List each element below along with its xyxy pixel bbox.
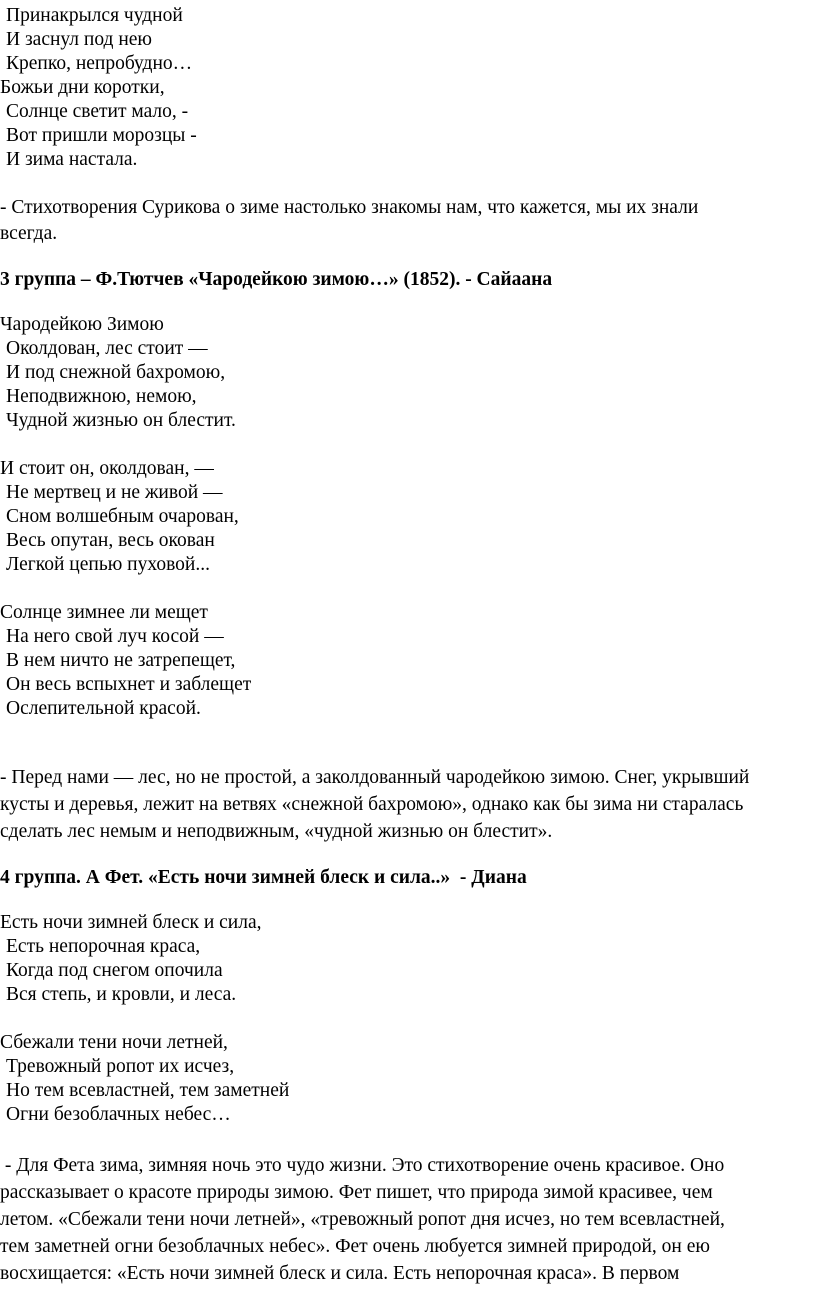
poem-line: Вся степь, и кровли, и леса. <box>6 984 237 1005</box>
comment-line: восхищается: «Есть ночи зимней блеск и сила. Есть непорочная краса». В первом <box>0 1263 680 1284</box>
poem-line: Есть ночи зимней блеск и сила, <box>0 912 262 933</box>
comment-line: - Стихотворения Сурикова о зиме настолько знакомы нам, что кажется, мы их знали <box>0 197 699 218</box>
poem-line: Огни безоблачных небес… <box>6 1104 231 1125</box>
poem-line: Вот пришли морозцы - <box>6 125 197 146</box>
poem-line: Он весь вспыхнет и заблещет <box>6 674 252 695</box>
poem-line: Солнце светит мало, - <box>6 101 189 122</box>
poem-line: Но тем всевластней, тем заметней <box>6 1080 290 1101</box>
comment-line: всегда. <box>0 223 58 244</box>
group-4-heading: 4 группа. А Фет. «Есть ночи зимней блеск и сила..» - Диана <box>0 867 527 888</box>
poem-line: Весь опутан, весь окован <box>6 530 215 551</box>
comment-line: - Для Фета зима, зимняя ночь это чудо жизни. Это стихотворение очень красивое. Оно <box>0 1155 725 1176</box>
comment-line: рассказывает о красоте природы зимою. Фет пишет, что природа зимой красивее, чем <box>0 1182 713 1203</box>
poem-line: Неподвижною, немою, <box>6 386 197 407</box>
poem-line: Солнце зимнее ли мещет <box>0 602 208 623</box>
comment-line: кусты и деревья, лежит на ветвях «снежной бахромою», однако как бы зима ни старалась <box>0 794 744 815</box>
poem-line: Сном волшебным очарован, <box>6 506 239 527</box>
poem-line: Есть непорочная краса, <box>6 936 201 957</box>
comment-line: тем заметней огни безоблачных небес». Фет очень любуется зимней природой, он ею <box>0 1236 710 1257</box>
comment-line: летом. «Сбежали тени ночи летней», «тревожный ропот дня исчез, но тем всевластней, <box>0 1209 725 1230</box>
poem-line: Божьи дни коротки, <box>0 77 165 98</box>
poem-line: Принакрылся чудной <box>6 5 183 26</box>
poem-line: На него свой луч косой — <box>6 626 224 647</box>
poem-line: И заснул под нею <box>6 29 152 50</box>
poem-line: Крепко, непробудно… <box>6 53 193 74</box>
poem-line: В нем ничто не затрепещет, <box>6 650 236 671</box>
poem-line: Не мертвец и не живой — <box>6 482 223 503</box>
poem-line: Когда под снегом опочила <box>6 960 223 981</box>
comment-line: сделать лес немым и неподвижным, «чудной жизнью он блестит». <box>0 821 553 842</box>
poem-line: И стоит он, околдован, — <box>0 458 214 479</box>
poem-line: Чудной жизнью он блестит. <box>6 410 236 431</box>
poem-line: Чародейкою Зимою <box>0 314 164 335</box>
poem-line: Околдован, лес стоит — <box>6 338 208 359</box>
poem-line: Тревожный ропот их исчез, <box>6 1056 235 1077</box>
comment-line: - Перед нами — лес, но не простой, а заколдованный чародейкою зимою. Снег, укрывший <box>0 767 750 788</box>
poem-line: И зима настала. <box>6 149 138 170</box>
poem-line: Легкой цепью пуховой... <box>6 554 210 575</box>
poem-line: И под снежной бахромою, <box>6 362 226 383</box>
group-3-heading: 3 группа – Ф.Тютчев «Чародейкою зимою…» (1852). - Сайаана <box>0 269 553 290</box>
poem-line: Сбежали тени ночи летней, <box>0 1032 228 1053</box>
poem-line: Ослепительной красой. <box>6 698 201 719</box>
